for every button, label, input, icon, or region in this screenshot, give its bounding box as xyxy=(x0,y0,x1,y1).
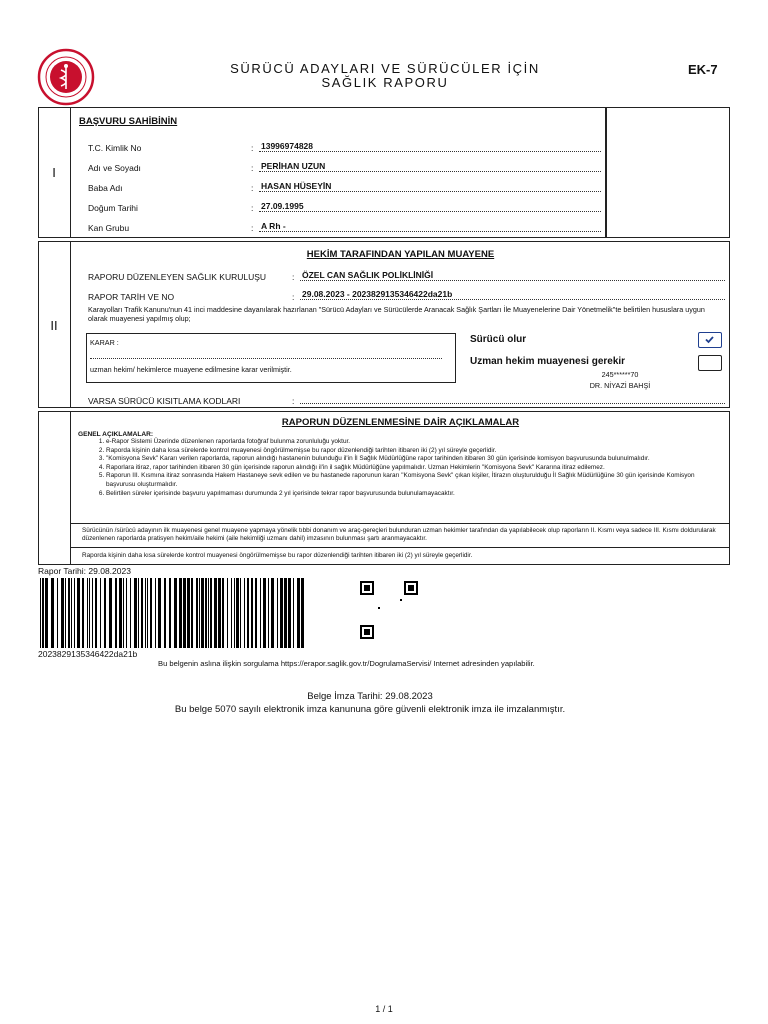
form-code: EK-7 xyxy=(688,62,718,77)
report-colon: : xyxy=(292,292,295,302)
institution-value: ÖZEL CAN SAĞLIK POLİKLİNİĞİ xyxy=(300,270,725,281)
title-line-1: SÜRÜCÜ ADAYLARI VE SÜRÜCÜLER İÇİN xyxy=(230,61,540,76)
section-3-rule-2 xyxy=(71,547,730,548)
section-2-roman: II xyxy=(50,318,58,333)
doctor-name: DR. NİYAZİ BAHŞİ xyxy=(589,381,651,390)
restriction-colon: : xyxy=(292,396,295,406)
barcode-text: 2023829135346422da21b xyxy=(38,649,138,659)
paragraph-note: Sürücünün /sürücü adayının ilk muayenesi genel muayene yapmaya yönelik tıbbi donanım ve araç-gereçleri bulunduran uzman hekimler tarafından da yapılabilecek olup raporların II. Kısmı veya sadece III. Kısmı doldurularak düzenlenen raporlarda pratisyen hekim/aile hekimi (aile hekimliği uzmanı dahil) imzasının bulunması şartı aranmayacaktır. xyxy=(82,527,716,543)
notes-list xyxy=(90,438,724,498)
ministry-seal-icon xyxy=(37,48,95,106)
section-3-divider xyxy=(70,411,71,565)
section-2-divider xyxy=(70,241,71,408)
checkmark-icon xyxy=(699,333,720,346)
field-label: T.C. Kimlik No xyxy=(88,143,142,153)
field-label: Baba Adı xyxy=(88,183,123,193)
option-uzman-label: Uzman hekim muayenesi gerekir xyxy=(470,356,626,367)
field-colon: : xyxy=(251,203,254,213)
section-3-rule-1 xyxy=(71,523,730,524)
surucu-olur-checkbox[interactable] xyxy=(698,332,722,348)
qr-code xyxy=(360,581,418,639)
verify-text: Bu belgenin aslına ilişkin sorgulama https://erapor.saglik.gov.tr/DogrulamaServisi/ Internet adresinden yapılabilir. xyxy=(158,659,535,668)
karar-label: KARAR : xyxy=(90,338,119,347)
section-1-heading: BAŞVURU SAHİBİNİN xyxy=(79,116,178,127)
note-item: 2. Raporda kişinin daha kısa sürelerde kontrol muayenesi öngörülmemişse bu rapor düzenlendiği tarihten itibaren iki (2) yıl süreyle geçerlidir. xyxy=(106,447,724,456)
note-item: 6. Belirtilen süreler içerisinde başvuru yapılmaması durumunda 2 yıl içerisinde tekrar rapor başvurusunda bulunulamayacaktır. xyxy=(106,490,724,499)
section-2-heading: HEKİM TARAFINDAN YAPILAN MUAYENE xyxy=(306,249,495,260)
field-value: PERİHAN UZUN xyxy=(259,161,601,172)
field-value: A Rh - xyxy=(259,221,601,232)
report-date: Rapor Tarihi: 29.08.2023 xyxy=(38,566,131,576)
report-value: 29.08.2023 - 2023829135346422da21b xyxy=(300,289,725,300)
field-label: Doğum Tarihi xyxy=(88,203,138,213)
validity-note: Raporda kişinin daha kısa sürelerde kontrol muayenesi öngörülmemişse bu rapor düzenlendiği tarihten itibaren iki (2) yıl süreyle geçerlidir. xyxy=(82,552,473,559)
section-3-heading: RAPORUN DÜZENLENMESİNE DAİR AÇIKLAMALAR xyxy=(281,417,520,428)
note-item: 1. e-Rapor Sistemi Üzerinde düzenlenen raporlarda fotoğraf bulunma zorunluluğu yoktur. xyxy=(106,438,724,447)
uzman-hekim-checkbox[interactable] xyxy=(698,355,722,371)
field-colon: : xyxy=(251,143,254,153)
karar-line xyxy=(90,358,442,359)
doctor-code: 245******70 xyxy=(601,370,639,379)
barcode xyxy=(38,578,310,648)
field-value: 13996974828 xyxy=(259,141,601,152)
sign-date: Belge İmza Tarihi: 29.08.2023 xyxy=(307,691,433,702)
field-colon: : xyxy=(251,223,254,233)
sign-law: Bu belge 5070 sayılı elektronik imza kanununa göre güvenli elektronik imza ile imzalanmıştır. xyxy=(174,704,566,715)
page-number: 1 / 1 xyxy=(375,1004,393,1014)
general-notes xyxy=(78,431,724,498)
field-colon: : xyxy=(251,183,254,193)
note-item: 5. Raporun III. Kısmına itiraz sonrasında Hakem Hastaneye sevk edilen ve bu hastanede raporunun kararı "Komisyona Sevk" çıkan kişiler, İtirazın oluşturulduğu İl Sağlık Müdürlüğüne 30 gün içerisinde Komisyon başvurusu oluşturmalıdır. xyxy=(106,472,724,489)
intro-text: Karayolları Trafik Kanunu'nun 41 inci maddesine dayanılarak hazırlanan "Sürücü Adayları ve Sürücülerde Aranacak Sağlık Şartları İle Muayenelerine Dair Yönetmelik"te belirtilen hususlara uygun olarak muayenesi yapılmış olup; xyxy=(88,305,705,323)
karar-text: uzman hekim/ hekimlerce muayene edilmesine karar verilmiştir. xyxy=(90,365,292,374)
report-label: RAPOR TARİH VE NO xyxy=(88,292,175,302)
general-notes-heading: GENEL AÇIKLAMALAR: xyxy=(78,431,154,438)
photo-box xyxy=(606,107,730,238)
field-label: Adı ve Soyadı xyxy=(88,163,141,173)
institution-colon: : xyxy=(292,272,295,282)
note-item: 4. Raporlara itiraz, rapor tarihinden itibaren 30 gün içerisinde raporun alındığı il'in il sağlık Müdürlüğüne yapılmalıdır. Uzman Hekimlerin "Komisyona Sevk" Kararına itiraz edilemez. xyxy=(106,464,724,473)
restriction-line xyxy=(300,403,725,404)
field-value: 27.09.1995 xyxy=(259,201,601,212)
option-surucu-olur-label: Sürücü olur xyxy=(470,334,527,345)
document-title xyxy=(150,62,620,90)
restriction-label: VARSA SÜRÜCÜ KISITLAMA KODLARI xyxy=(88,396,241,406)
field-colon: : xyxy=(251,163,254,173)
field-value: HASAN HÜSEYİN xyxy=(259,181,601,192)
note-item: 3. "Komisyona Sevk" Kararı verilen raporlarda, raporun alındığı hastanenin bulunduğu il'in İl Sağlık Müdürlüğüne rapor tarihinden itibaren 30 gün içerisinde komisyon başvurusunda bulunulmalıdır. xyxy=(106,455,724,464)
title-line-2: SAĞLIK RAPORU xyxy=(321,75,449,90)
institution-label: RAPORU DÜZENLEYEN SAĞLIK KURULUŞU xyxy=(88,272,267,282)
section-1-roman: I xyxy=(52,165,56,180)
field-label: Kan Grubu xyxy=(88,223,130,233)
section-1-divider xyxy=(70,107,71,238)
